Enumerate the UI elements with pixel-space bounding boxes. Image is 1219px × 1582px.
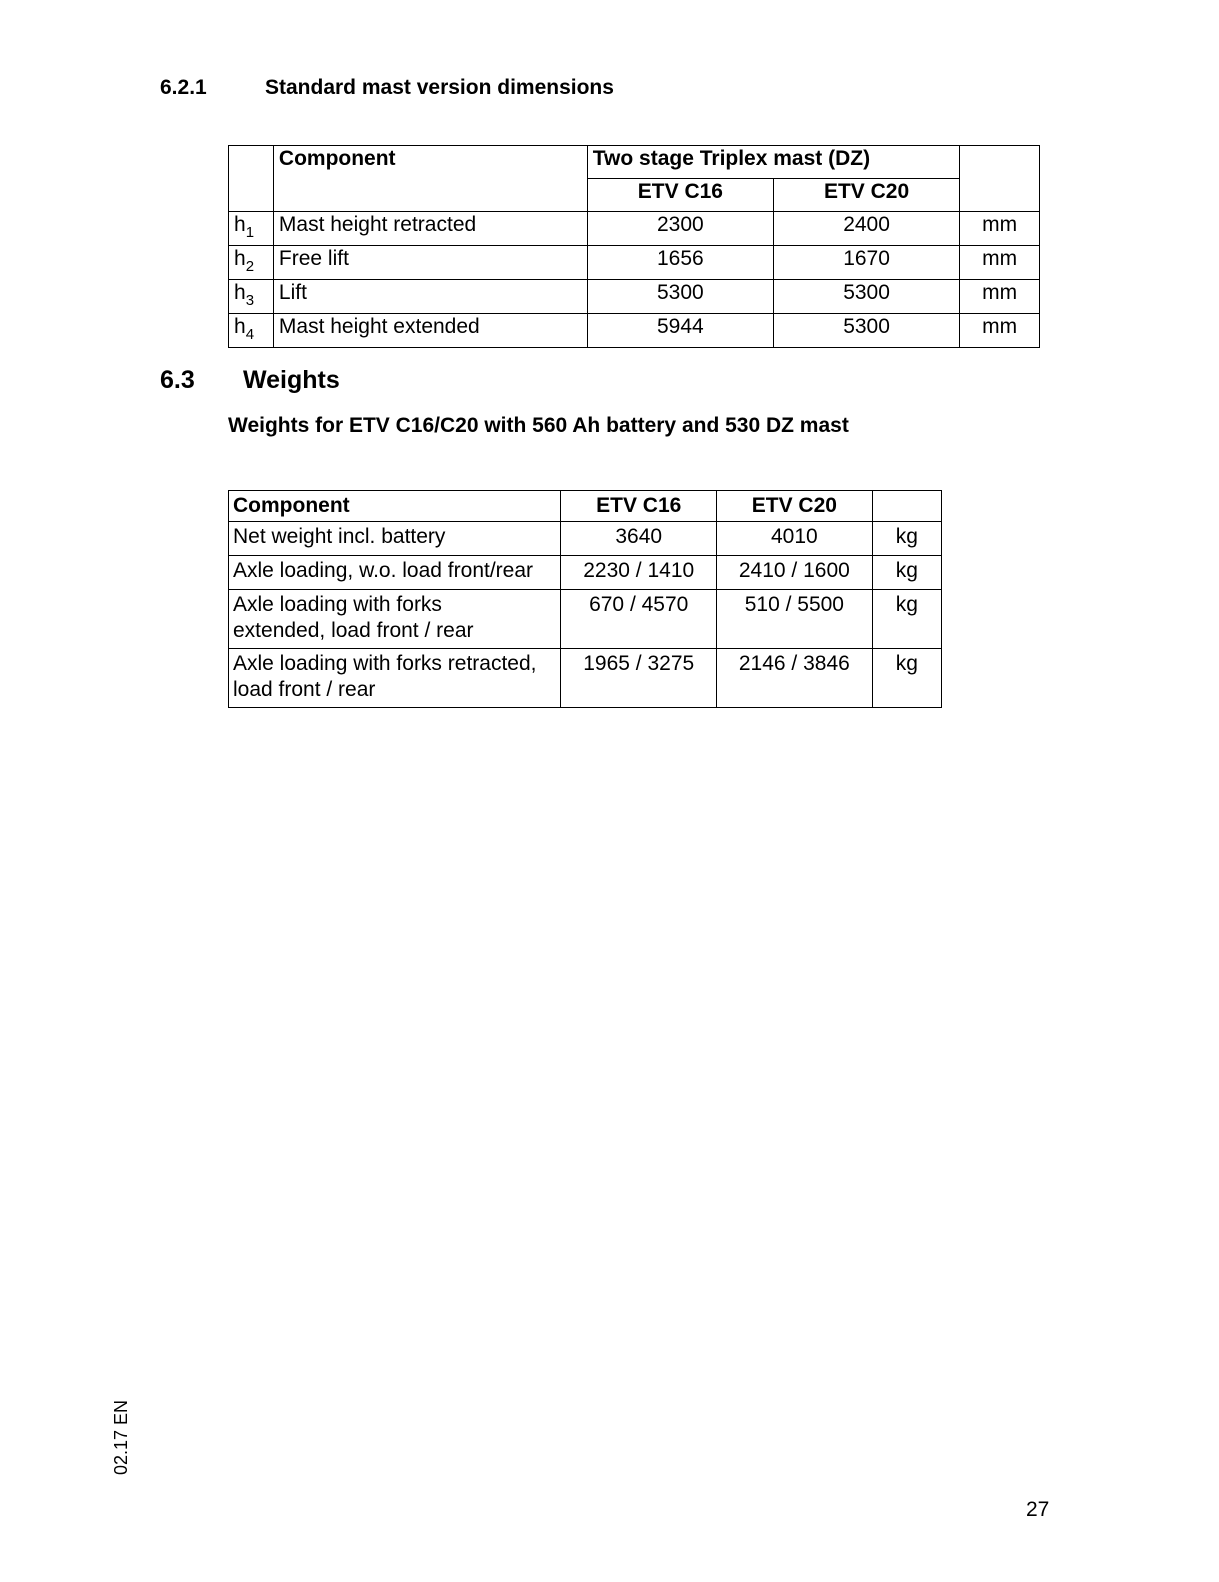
table-header-row xyxy=(229,491,942,522)
header-model-c16: ETV C16 xyxy=(561,491,717,522)
value-c16: 2230 / 1410 xyxy=(561,556,717,590)
table-row xyxy=(229,556,942,590)
value-c16: 5300 xyxy=(587,280,773,314)
header-symbol-cell xyxy=(229,146,274,212)
value-c20: 4010 xyxy=(717,522,873,556)
header-component: Component xyxy=(229,491,561,522)
header-component: Component xyxy=(273,146,587,212)
value-c16: 3640 xyxy=(561,522,717,556)
table-row xyxy=(229,314,1040,348)
weights-subtitle: Weights for ETV C16/C20 with 560 Ah battery and 530 DZ mast xyxy=(228,414,849,437)
unit-cell: mm xyxy=(960,280,1040,314)
symbol-cell: $h_1$ xyxy=(229,212,274,246)
unit-cell: kg xyxy=(872,590,941,649)
component-cell: Axle loading with forks extended, load front / rear xyxy=(229,590,561,649)
unit-cell: kg xyxy=(872,649,941,708)
header-model-c20: ETV C20 xyxy=(773,179,959,212)
symbol-cell: $h_2$ xyxy=(229,246,274,280)
section-title: Weights xyxy=(243,366,340,394)
value-c16: 1965 / 3275 xyxy=(561,649,717,708)
unit-cell: kg xyxy=(872,556,941,590)
table-header-row xyxy=(229,146,1040,179)
document-version-code: 02.17 EN xyxy=(111,1399,131,1475)
value-c20: 5300 xyxy=(773,314,959,348)
component-cell: Lift xyxy=(273,280,587,314)
value-c16: 1656 xyxy=(587,246,773,280)
component-cell: Net weight incl. battery xyxy=(229,522,561,556)
table-row xyxy=(229,280,1040,314)
value-c16: 2300 xyxy=(587,212,773,246)
section-number: 6.2.1 xyxy=(160,76,207,99)
unit-cell: mm xyxy=(960,246,1040,280)
section-number: 6.3 xyxy=(160,366,195,394)
value-c20: 5300 xyxy=(773,280,959,314)
component-cell: Free lift xyxy=(273,246,587,280)
header-mast-type: Two stage Triplex mast (DZ) xyxy=(587,146,959,179)
header-unit-cell xyxy=(960,146,1040,212)
component-cell: Mast height extended xyxy=(273,314,587,348)
header-model-c20: ETV C20 xyxy=(717,491,873,522)
unit-cell: mm xyxy=(960,314,1040,348)
value-c20: 510 / 5500 xyxy=(717,590,873,649)
table-row xyxy=(229,522,942,556)
header-unit-cell xyxy=(872,491,941,522)
component-cell: Axle loading, w.o. load front/rear xyxy=(229,556,561,590)
table-row xyxy=(229,212,1040,246)
value-c20: 2400 xyxy=(773,212,959,246)
value-c16: 670 / 4570 xyxy=(561,590,717,649)
symbol-cell: $h_3$ xyxy=(229,280,274,314)
table-row xyxy=(229,590,942,649)
value-c20: 2146 / 3846 xyxy=(717,649,873,708)
mast-dimensions-table xyxy=(228,145,1040,348)
weights-table xyxy=(228,490,942,708)
section-title: Standard mast version dimensions xyxy=(265,76,614,99)
symbol-cell: $h_4$ xyxy=(229,314,274,348)
component-cell: Axle loading with forks retracted, load front / rear xyxy=(229,649,561,708)
value-c20: 2410 / 1600 xyxy=(717,556,873,590)
component-cell: Mast height retracted xyxy=(273,212,587,246)
unit-cell: mm xyxy=(960,212,1040,246)
page-number: 27 xyxy=(1026,1498,1050,1521)
table-row xyxy=(229,649,942,708)
header-model-c16: ETV C16 xyxy=(587,179,773,212)
table-row xyxy=(229,246,1040,280)
value-c20: 1670 xyxy=(773,246,959,280)
value-c16: 5944 xyxy=(587,314,773,348)
unit-cell: kg xyxy=(872,522,941,556)
